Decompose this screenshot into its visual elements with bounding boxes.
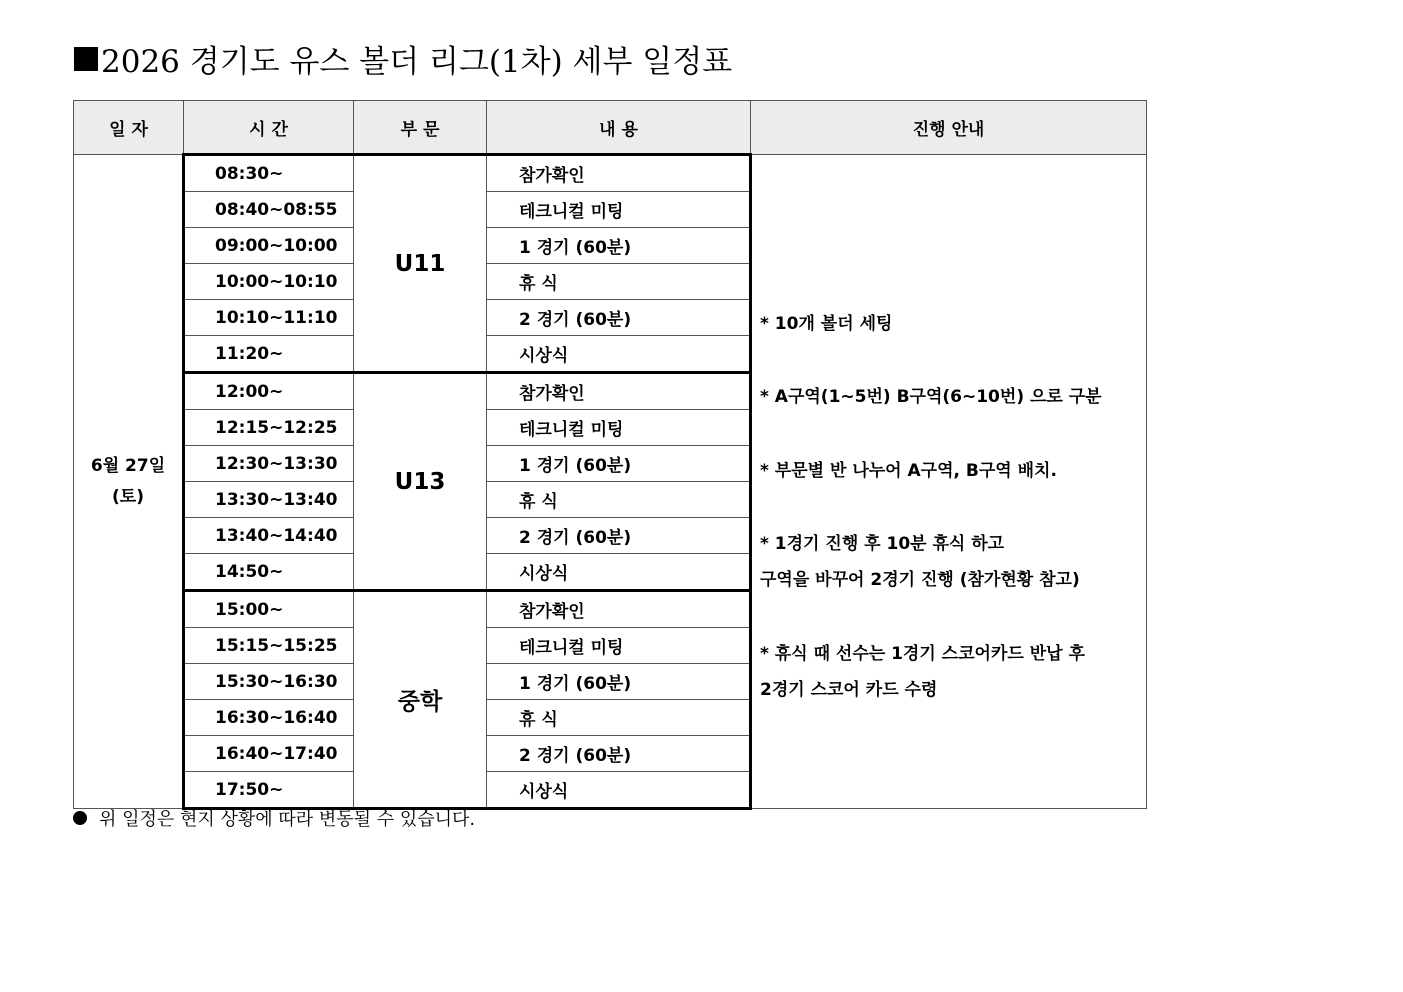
black-square-icon: [74, 47, 98, 71]
content-cell: 휴 식: [487, 700, 751, 736]
header-time: 시 간: [184, 101, 354, 155]
guide-line: * 부문별 반 나누어 A구역, B구역 배치.: [760, 460, 1057, 481]
header-content: 내 용: [487, 101, 751, 155]
guide-line: * A구역(1~5번) B구역(6~10번) 으로 구분: [760, 387, 1102, 408]
content-cell: 2 경기 (60분): [487, 300, 751, 336]
guide-line: * 1경기 진행 후 10분 휴식 하고: [760, 533, 1005, 554]
time-cell: 15:00~: [184, 591, 354, 628]
time-cell: 11:20~: [184, 336, 354, 373]
bullet-icon: [73, 811, 87, 825]
content-cell: 참가확인: [487, 155, 751, 192]
time-cell: 12:00~: [184, 373, 354, 410]
content-cell: 1 경기 (60분): [487, 664, 751, 700]
guide-spacer: [760, 599, 1138, 636]
time-cell: 17:50~: [184, 772, 354, 809]
table-header-row: [74, 101, 1147, 155]
time-cell: 13:40~14:40: [184, 518, 354, 554]
time-cell: 08:40~08:55: [184, 192, 354, 228]
time-cell: 15:30~16:30: [184, 664, 354, 700]
guide-line: * 10개 볼더 세팅: [760, 314, 893, 335]
table-row: [74, 155, 1147, 192]
footnote: [73, 807, 475, 833]
schedule-table: [73, 100, 1147, 810]
content-cell: 2 경기 (60분): [487, 736, 751, 772]
header-guide: 진행 안내: [751, 101, 1147, 155]
guide-spacer: [760, 416, 1138, 453]
guide-line: 2경기 스코어 카드 수령: [760, 680, 938, 701]
content-cell: 휴 식: [487, 264, 751, 300]
division-cell: 중학: [354, 591, 487, 809]
schedule-body: [74, 155, 1147, 809]
division-cell: U13: [354, 373, 487, 591]
page-title: [74, 40, 732, 84]
guide-spacer: [760, 489, 1138, 526]
guide-spacer: [760, 343, 1138, 380]
header-division: 부 문: [354, 101, 487, 155]
time-cell: 10:10~11:10: [184, 300, 354, 336]
weekday-line: (토): [112, 486, 144, 507]
time-cell: 08:30~: [184, 155, 354, 192]
guide-cell: [751, 155, 1147, 809]
division-cell: U11: [354, 155, 487, 373]
time-cell: 10:00~10:10: [184, 264, 354, 300]
time-cell: 12:30~13:30: [184, 446, 354, 482]
content-cell: 참가확인: [487, 591, 751, 628]
page-title-text: 2026 경기도 유스 볼더 리그(1차) 세부 일정표: [101, 44, 733, 80]
content-cell: 테크니컬 미팅: [487, 628, 751, 664]
time-cell: 16:30~16:40: [184, 700, 354, 736]
content-cell: 시상식: [487, 554, 751, 591]
time-cell: 15:15~15:25: [184, 628, 354, 664]
content-cell: 테크니컬 미팅: [487, 410, 751, 446]
time-cell: 09:00~10:00: [184, 228, 354, 264]
content-cell: 참가확인: [487, 373, 751, 410]
content-cell: 1 경기 (60분): [487, 446, 751, 482]
content-cell: 테크니컬 미팅: [487, 192, 751, 228]
content-cell: 2 경기 (60분): [487, 518, 751, 554]
content-cell: 1 경기 (60분): [487, 228, 751, 264]
footnote-text: 위 일정은 현지 상황에 따라 변동될 수 있습니다.: [99, 809, 476, 830]
time-cell: 16:40~17:40: [184, 736, 354, 772]
time-cell: 12:15~12:25: [184, 410, 354, 446]
header-date: 일 자: [74, 101, 184, 155]
time-cell: 14:50~: [184, 554, 354, 591]
content-cell: 시상식: [487, 772, 751, 809]
guide-line: * 휴식 때 선수는 1경기 스코어카드 반납 후: [760, 643, 1085, 664]
time-cell: 13:30~13:40: [184, 482, 354, 518]
content-cell: 휴 식: [487, 482, 751, 518]
date-cell: [74, 155, 184, 809]
content-cell: 시상식: [487, 336, 751, 373]
date-line: 6월 27일: [90, 455, 166, 476]
guide-line: 구역을 바꾸어 2경기 진행 (참가현황 참고): [760, 570, 1080, 591]
